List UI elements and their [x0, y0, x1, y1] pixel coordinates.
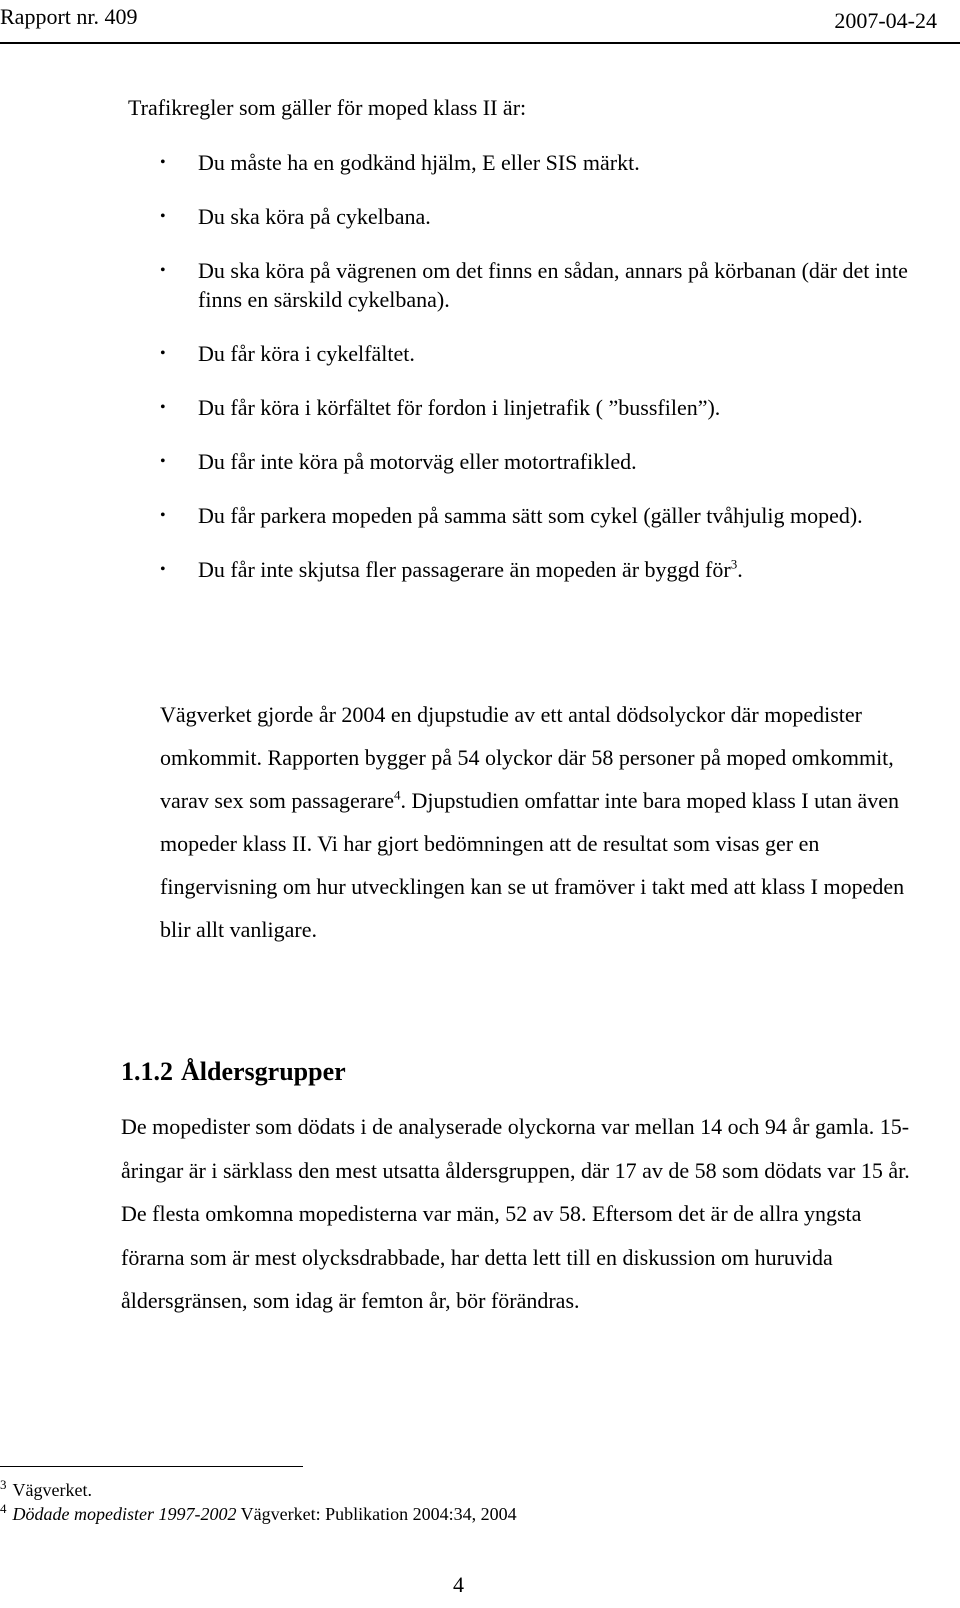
age-paragraph: De mopedister som dödats i de analyserade olyckorna var mellan 14 och 94 år gamla. 15-åringar är i särklass den mest utsatta åldersgruppen, där 17 av de 58 som dödats var 15 år. De flesta omkomna mopedisterna var män, 52 av 58. Eftersom det är de allra yngsta förarna som är mest olycksdrabbade, har detta lett till en diskussion om huruvida åldersgränsen, som idag är femton år, bör förändras.: [121, 1114, 910, 1313]
bullet-icon: •: [160, 154, 166, 171]
list-item: • Du måste ha en godkänd hjälm, E eller SIS märkt.: [160, 150, 640, 175]
footnote-mark: 4: [0, 1501, 7, 1516]
bullet-icon: •: [160, 561, 166, 578]
bullet-icon: •: [160, 399, 166, 416]
study-paragraph: Vägverket gjorde år 2004 en djupstudie av ett antal dödsolyckor där mopedister omkommit. Rapporten bygger på 54 olyckor där 58 personer på moped omkommit, varav sex som passagerare$^4$. Djupstudien omfattar inte bara moped klass I utan även mopeder klass II. Vi har gjort bedömningen att de resultat som visas ger en fingervisning om hur utvecklingen kan se ut framöver i takt med att klass I mopeden blir allt vanligare.: [160, 702, 905, 942]
bullet-icon: •: [160, 507, 166, 524]
report-date: 2007-04-24: [834, 8, 937, 33]
list-item: • Du ska köra på cykelbana.: [160, 204, 431, 229]
bullet-icon: •: [160, 345, 166, 362]
section-heading: [121, 1054, 346, 1090]
footnote-divider: [0, 1466, 303, 1467]
page-number: 4: [453, 1572, 464, 1597]
header-divider: [0, 42, 960, 44]
section-number: 1.1.2: [121, 1057, 173, 1086]
footnote-ref[interactable]: 3: [730, 556, 738, 572]
report-number: Rapport nr. 409: [0, 4, 138, 29]
intro-text: Trafikregler som gäller för moped klass II är:: [128, 95, 527, 120]
footnote-mark: 3: [0, 1477, 7, 1492]
bullet-icon: •: [160, 208, 166, 225]
list-item: • Du får köra i cykelfältet.: [160, 341, 415, 366]
bullet-icon: •: [160, 453, 166, 470]
section-title: Åldersgrupper: [181, 1057, 346, 1086]
list-item: • Du ska köra på vägrenen om det finns en sådan, annars på körbanan (där det inte finns en särskild cykelbana).: [160, 258, 908, 312]
footnote: $^4$ Dödade mopedister 1997-2002 Vägverket: Publikation 2004:34, 2004: [0, 1501, 517, 1524]
rules-list: [160, 148, 940, 609]
footnote-ref[interactable]: 4: [393, 787, 401, 803]
list-item: • Du får inte köra på motorväg eller motortrafikled.: [160, 449, 637, 474]
bullet-icon: •: [160, 262, 166, 279]
list-item: • Du får parkera mopeden på samma sätt som cykel (gäller tvåhjulig moped).: [160, 503, 863, 528]
list-item: • Du får köra i körfältet för fordon i linjetrafik ( ”bussfilen”).: [160, 395, 721, 420]
footnote: $^3$ Vägverket.: [0, 1477, 92, 1500]
list-item: • Du får inte skjutsa fler passagerare än mopeden är byggd för$^3$.: [160, 556, 743, 582]
